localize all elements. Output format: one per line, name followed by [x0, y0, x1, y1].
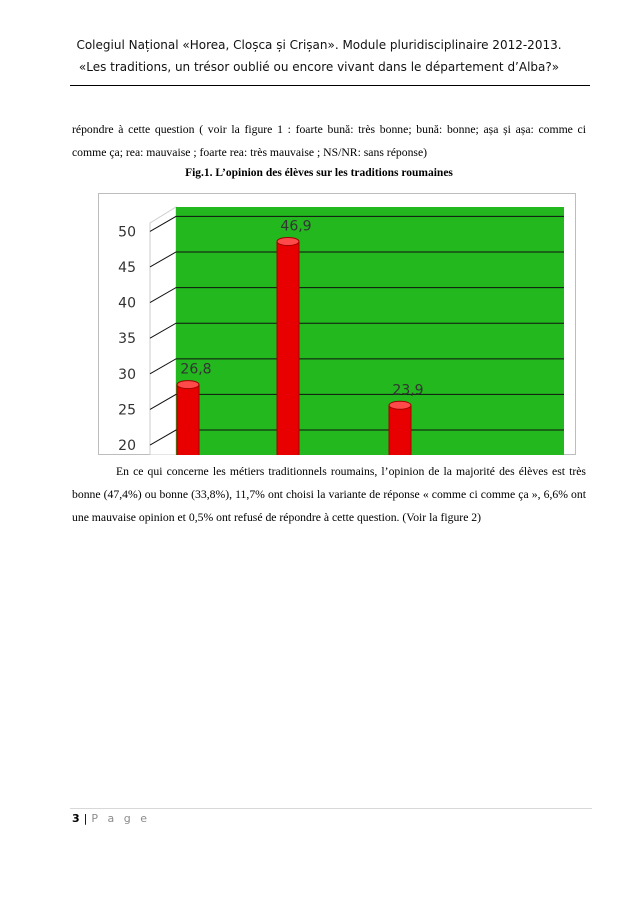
bar-top — [277, 237, 299, 245]
y-tick-label: 30 — [118, 366, 136, 383]
paragraph-2 — [72, 460, 586, 529]
bar-top — [389, 401, 411, 409]
y-tick-label: 35 — [118, 331, 136, 348]
header-line-2: «Les traditions, un trésor oublié ou encore vivant dans le département d’Alba?» — [78, 60, 560, 74]
bar — [177, 383, 199, 455]
bar — [389, 403, 411, 455]
chart-svg — [98, 193, 576, 455]
header-divider — [70, 85, 590, 86]
y-tick-label: 50 — [118, 224, 136, 241]
figure-caption: Fig.1. L’opinion des élèves sur les traditions roumaines — [185, 167, 453, 179]
header-line-1: Colegiul Național «Horea, Cloșca și Crișan». Module pluridisciplinaire 2012-2013. — [76, 38, 562, 52]
bar — [277, 239, 299, 455]
y-tick-label: 45 — [118, 259, 136, 276]
paragraph-1: répondre à cette question ( voir la figure 1 : foarte bună: très bonne; bună: bonne; așa și așa: comme ci comme ça; rea: mauvaise ; foarte rea: très mauvaise ; NS/NR: sans réponse) — [72, 123, 586, 159]
data-label: 26,8 — [180, 361, 212, 378]
footer-divider — [70, 808, 592, 809]
footer-separator: | — [83, 812, 88, 825]
y-tick-label: 40 — [118, 295, 136, 312]
y-tick-label: 20 — [118, 438, 136, 455]
chart-plot-area — [176, 207, 564, 455]
page-label: P a g e — [91, 812, 150, 825]
y-tick-label: 25 — [118, 402, 136, 419]
bar-top — [177, 381, 199, 389]
paragraph-2-text: En ce qui concerne les métiers traditionnels roumains, l’opinion de la majorité des élèves est très bonne (47,4%) ou bonne (33,8%), 11,7% ont choisi la variante de réponse « comme ci comme ça », 6,6% ont une mauvaise opinion et 0,5% ont refusé de répondre à cette question. (Voir la figure 2) — [72, 465, 586, 524]
data-label: 23,9 — [392, 382, 424, 399]
footer — [72, 812, 150, 825]
data-label: 46,9 — [280, 218, 312, 235]
page-number: 3 — [72, 812, 80, 825]
bar-chart — [98, 193, 576, 455]
